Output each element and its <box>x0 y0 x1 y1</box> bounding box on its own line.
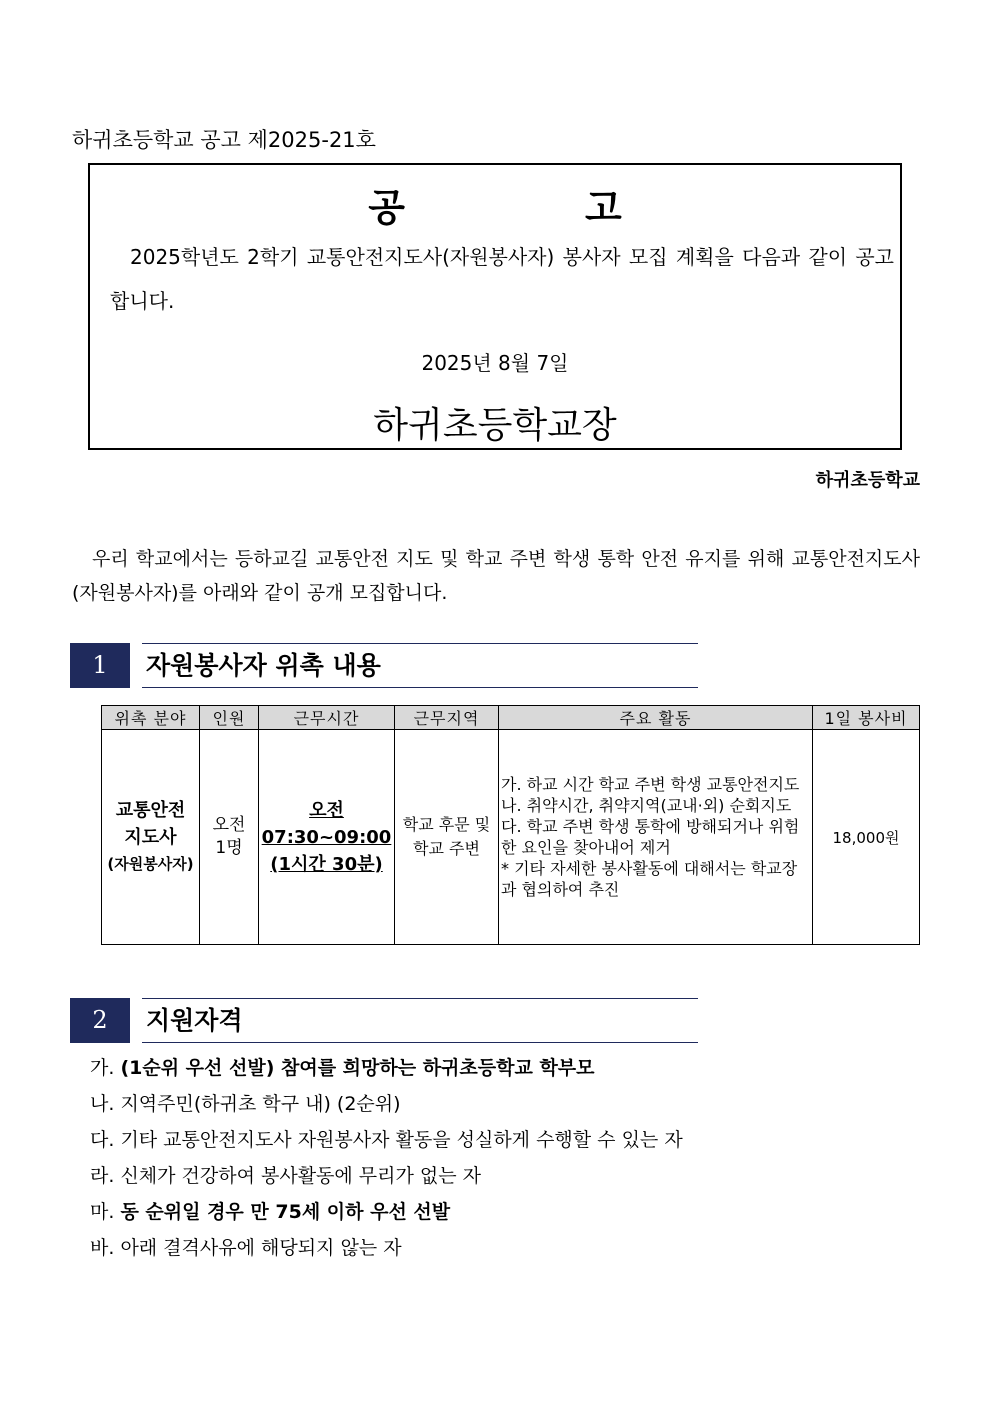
notice-date: 2025년 8월 7일 <box>421 351 569 375</box>
list-item <box>90 1050 683 1086</box>
list-item <box>90 1230 683 1266</box>
category-line-3: (자원봉사자) <box>107 854 194 873</box>
activity-1: 가. 하교 시간 학교 주변 학생 교통안전지도 <box>501 775 800 794</box>
qualification-list <box>90 1050 683 1266</box>
section-2-number: 2 <box>70 998 130 1043</box>
table-header-row <box>102 706 920 730</box>
section-2-title: 지원자격 <box>146 1006 243 1035</box>
notice-number: 하귀초등학교 공고 제2025-21호 <box>72 128 376 152</box>
item-text: (1순위 우선 선발) 참여를 희망하는 하귀초등학교 학부모 <box>120 1057 595 1079</box>
issuer: 하귀초등학교 <box>815 470 920 491</box>
cell-people <box>200 730 259 945</box>
notice-body: 2025학년도 2학기 교통안전지도사(자원봉사자) 봉사자 모집 계획을 다음과 같이 공고합니다. <box>110 245 894 313</box>
area-line-1: 학교 후문 및 <box>402 815 491 834</box>
item-prefix: 마. <box>90 1201 121 1223</box>
fee-value: 18,000원 <box>832 828 900 847</box>
header-people: 인원 <box>200 706 259 730</box>
list-item <box>90 1158 683 1194</box>
people-line-1: 오전 <box>212 815 246 835</box>
header-activities: 주요 활동 <box>499 706 813 730</box>
time-line-2: 07:30~09:00 <box>261 826 392 848</box>
item-text: 동 순위일 경우 만 75세 이하 우선 선발 <box>120 1201 451 1223</box>
people-line-2: 1명 <box>215 838 243 858</box>
volunteer-table <box>101 705 920 945</box>
item-prefix: 가. <box>90 1057 121 1079</box>
list-item <box>90 1086 683 1122</box>
item-prefix: 라. <box>90 1165 121 1187</box>
intro-paragraph: 우리 학교에서는 등하교길 교통안전 지도 및 학교 주변 학생 통학 안전 유지를 위해 교통안전지도사(자원봉사자)를 아래와 같이 공개 모집합니다. <box>72 548 920 604</box>
item-text: 신체가 건강하여 봉사활동에 무리가 없는 자 <box>120 1165 482 1187</box>
header-fee: 1일 봉사비 <box>813 706 920 730</box>
cell-fee <box>813 730 920 945</box>
area-line-2: 학교 주변 <box>413 839 480 858</box>
table-row <box>102 730 920 945</box>
section-1-number: 1 <box>70 643 130 688</box>
item-prefix: 다. <box>90 1129 121 1151</box>
activity-2: 나. 취약시간, 취약지역(교내·외) 순회지도 <box>501 796 792 815</box>
header-area: 근무지역 <box>395 706 499 730</box>
notice-title: 공고 <box>368 186 802 230</box>
cell-category <box>102 730 200 945</box>
time-line-1: 오전 <box>309 799 344 821</box>
header-category: 위촉 분야 <box>102 706 200 730</box>
item-prefix: 나. <box>90 1093 121 1115</box>
cell-time <box>259 730 395 945</box>
notice-box <box>88 163 902 450</box>
header-time: 근무시간 <box>259 706 395 730</box>
item-text: 기타 교통안전지도사 자원봉사자 활동을 성실하게 수행할 수 있는 자 <box>120 1129 683 1151</box>
notice-signature: 하귀초등학교장 <box>373 405 617 446</box>
activity-3: 다. 학교 주변 학생 통학에 방해되거나 위험한 요인을 찾아내어 제거 <box>501 817 800 857</box>
list-item <box>90 1122 683 1158</box>
section-1-title: 자원봉사자 위촉 내용 <box>146 651 381 680</box>
category-line-2: 지도사 <box>124 826 177 848</box>
item-text: 아래 결격사유에 해당되지 않는 자 <box>120 1237 402 1259</box>
item-text: 지역주민(하귀초 학구 내) (2순위) <box>120 1093 401 1115</box>
category-line-1: 교통안전 <box>115 799 186 821</box>
activity-4: * 기타 자세한 봉사활동에 대해서는 학교장과 협의하여 추진 <box>501 859 798 899</box>
list-item <box>90 1194 683 1230</box>
time-line-3: (1시간 30분) <box>270 853 383 875</box>
item-prefix: 바. <box>90 1237 121 1259</box>
cell-activities <box>499 730 813 945</box>
cell-area <box>395 730 499 945</box>
